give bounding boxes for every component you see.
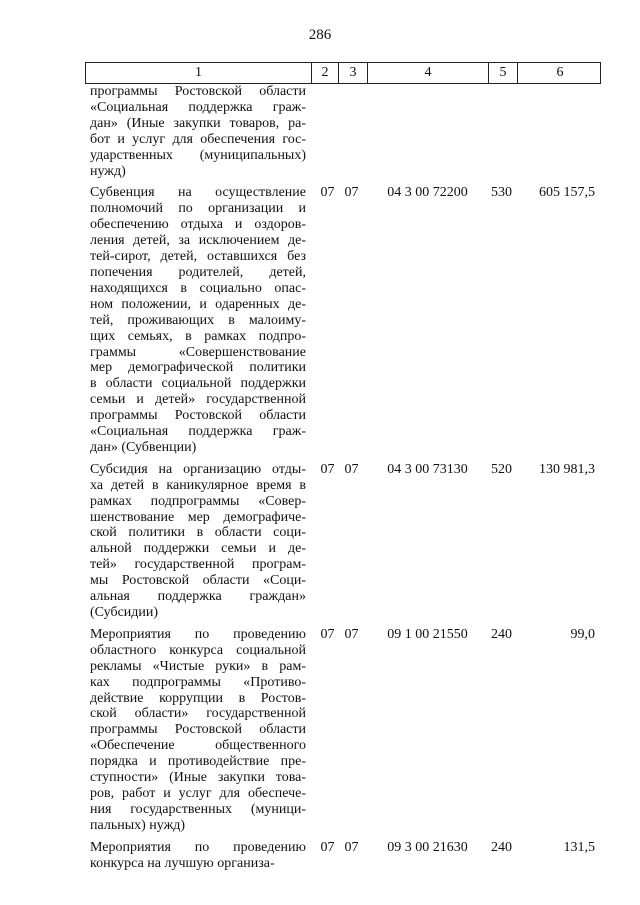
description-line: ской политики в области соци- — [90, 525, 306, 541]
row-expense-type: 240 — [491, 839, 512, 855]
row-expense-type: 240 — [491, 626, 512, 642]
description-line: обеспечению отдыха и оздоров- — [90, 217, 306, 233]
description-line: альной поддержки семьи и де- — [90, 541, 306, 557]
description-line: рамках подпрограммы «Совер- — [90, 493, 306, 509]
description-line: Мероприятия по проведению — [90, 626, 306, 642]
description-line: щих семьях, в рамках подпро- — [90, 328, 306, 344]
budget-table — [85, 62, 601, 872]
table-row — [85, 840, 601, 872]
description-line: Мероприятия по проведению — [90, 839, 306, 855]
row-section: 07 — [320, 626, 335, 642]
row-description — [85, 627, 310, 834]
description-line: рекламы «Чистые руки» в рам- — [90, 658, 306, 674]
description-line: альная поддержка граждан» — [90, 589, 306, 605]
header-col-6: 6 — [517, 63, 602, 83]
description-line: ров, работ и услуг для обеспече- — [90, 785, 306, 801]
description-line: тей-сирот, детей, оставшихся без — [90, 249, 306, 265]
row-amount: 130 981,3 — [539, 461, 595, 477]
description-line: дан» (Иные закупки товаров, ра- — [90, 115, 306, 131]
description-line: мер демографической политики — [90, 360, 306, 376]
row-target-article: 04 3 00 72200 — [387, 185, 468, 201]
row-subsection: 07 — [344, 185, 359, 201]
row-expense-type: 520 — [491, 461, 512, 477]
description-line: программы Ростовской области — [90, 84, 306, 99]
description-line: попечения родителей, детей, — [90, 264, 306, 280]
description-line: бот и услуг для обеспечения гос- — [90, 131, 306, 147]
header-col-1: 1 — [195, 65, 202, 80]
description-line: ской области» государственной — [90, 706, 306, 722]
table-row — [85, 627, 601, 834]
row-description — [85, 84, 310, 179]
row-expense-type: 530 — [491, 185, 512, 201]
description-line: «Обеспечение общественного — [90, 738, 306, 754]
description-line: мы Ростовской области «Соци- — [90, 573, 306, 589]
table-row — [85, 462, 601, 621]
row-target-article: 04 3 00 73130 — [387, 461, 468, 477]
row-expense-type — [487, 84, 516, 179]
row-target-article: 09 3 00 21630 — [387, 839, 468, 855]
row-description — [85, 462, 310, 621]
description-line: тей» государственной програм- — [90, 557, 306, 573]
header-col-2: 2 — [311, 63, 338, 83]
description-line: конкурса на лучшую организа- — [90, 855, 275, 871]
header-col-3: 3 — [338, 63, 367, 83]
row-section: 07 — [320, 461, 335, 477]
row-description — [85, 840, 310, 872]
description-line: действие коррупции в Ростов- — [90, 690, 306, 706]
row-target-article — [366, 84, 487, 179]
description-line: нужд) — [90, 163, 126, 179]
header-col-4: 4 — [367, 63, 488, 83]
description-line: Субсидия на организацию отды- — [90, 461, 306, 477]
row-description — [85, 185, 310, 455]
header-col-5: 5 — [488, 63, 517, 83]
description-line: ния государственных (муници- — [90, 801, 306, 817]
row-amount: 605 157,5 — [539, 185, 595, 201]
description-line: шенствование мер демографиче- — [90, 509, 306, 525]
row-section: 07 — [320, 839, 335, 855]
row-subsection: 07 — [344, 461, 359, 477]
row-amount — [516, 84, 601, 179]
description-line: находящихся в социально опас- — [90, 280, 306, 296]
row-amount: 131,5 — [563, 839, 595, 855]
description-line: (Субсидии) — [90, 605, 159, 620]
description-line: Субвенция на осуществление — [90, 185, 306, 201]
table-header — [85, 62, 601, 84]
description-line: «Социальная поддержка граж- — [90, 99, 306, 115]
description-line: полномочий по организации и — [90, 201, 306, 217]
description-line: программы Ростовской области — [90, 722, 306, 738]
table-row — [85, 185, 601, 455]
description-line: ном положении, и одаренных де- — [90, 296, 306, 312]
table-body — [85, 84, 601, 872]
row-section: 07 — [320, 185, 335, 201]
description-line: ха детей в каникулярное время в — [90, 477, 306, 493]
row-target-article: 09 1 00 21550 — [387, 626, 468, 642]
description-line: ках подпрограммы «Противо- — [90, 674, 306, 690]
description-line: семьи и детей» государственной — [90, 392, 306, 408]
description-line: пальных) нужд) — [90, 817, 186, 833]
row-subsection: 07 — [344, 626, 359, 642]
row-amount: 99,0 — [570, 626, 595, 642]
row-subsection — [337, 84, 366, 179]
description-line: ления детей, за исключением де- — [90, 233, 306, 249]
description-line: областного конкурса социальной — [90, 642, 306, 658]
row-section — [310, 84, 337, 179]
row-subsection: 07 — [344, 839, 359, 855]
description-line: программы Ростовской области — [90, 408, 306, 424]
description-line: тей, проживающих в малоиму- — [90, 312, 306, 328]
description-line: «Социальная поддержка граж- — [90, 424, 306, 440]
description-line: ударственных (муниципальных) — [90, 147, 306, 163]
description-line: в области социальной поддержки — [90, 376, 306, 392]
table-row — [85, 84, 601, 179]
description-line: ступности» (Иные закупки това- — [90, 770, 306, 786]
description-line: граммы «Совершенствование — [90, 344, 306, 360]
description-line: дан» (Субвенции) — [90, 439, 197, 455]
description-line: порядка и противодействие пре- — [90, 754, 306, 770]
page-number: 286 — [308, 27, 332, 43]
